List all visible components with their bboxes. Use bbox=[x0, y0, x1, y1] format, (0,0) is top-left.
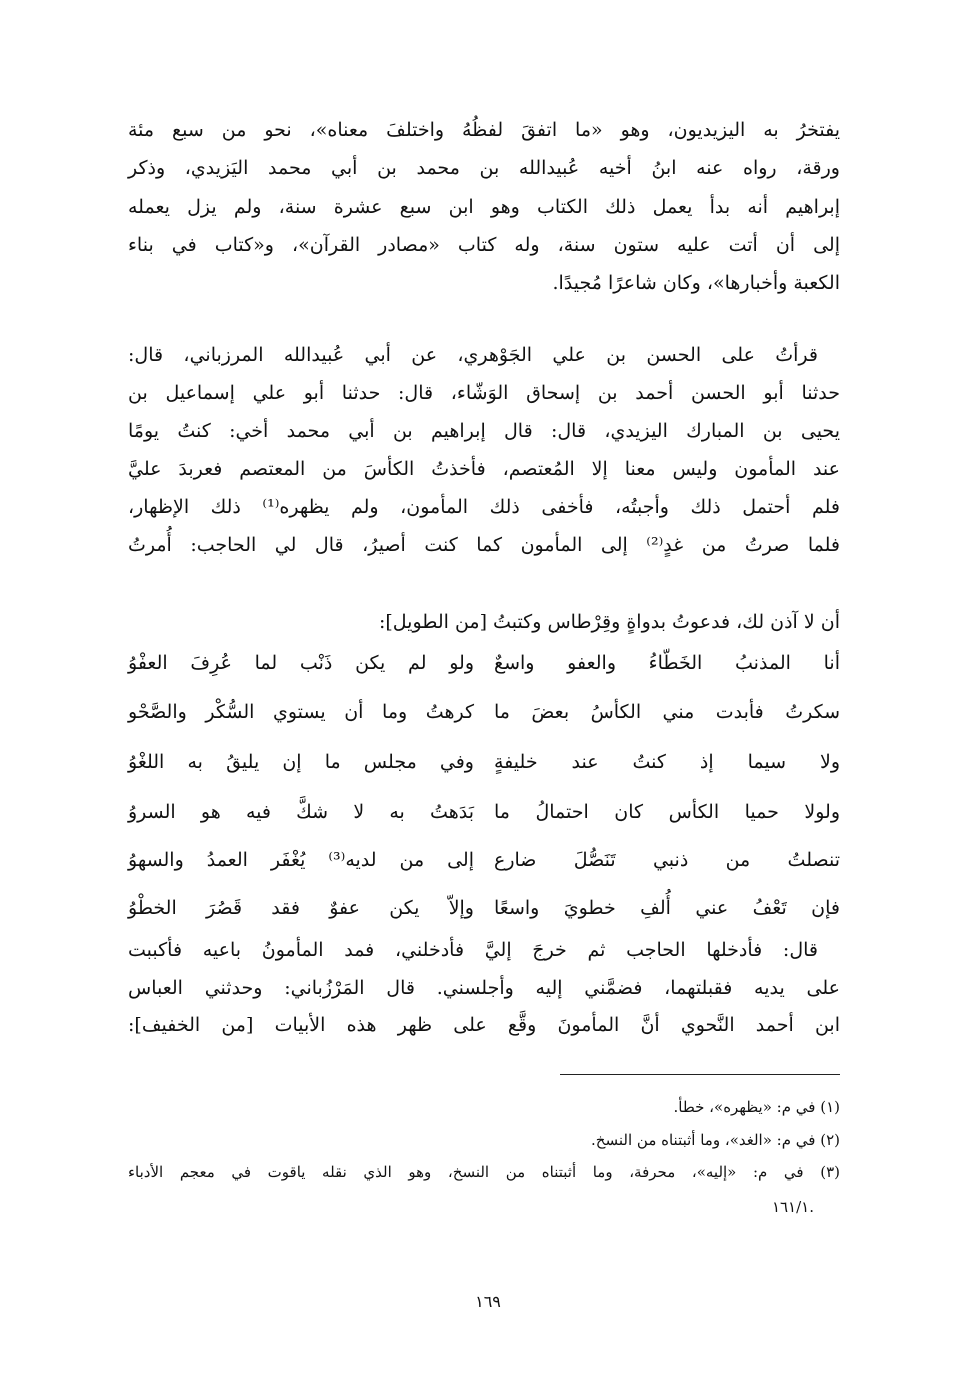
footnote: (٢) في م: «الغد»، وما أثبتناه من النسخ. bbox=[591, 1131, 840, 1149]
verse bbox=[128, 841, 840, 879]
verse-first-hemistich: أنا المذنبُ الخَطّاءُ والعفو واسعٌ bbox=[494, 652, 840, 674]
text-line: يفتخرُ به اليزيديون، وهو «ما اتفقَ لفظُهُ واختلفَ معناه»، نحو من سبع مئة bbox=[128, 119, 840, 141]
footnote-divider bbox=[560, 1074, 840, 1075]
verse bbox=[128, 693, 840, 731]
text-line: فلما صرتُ من غدٍ⁽²⁾ إلى المأمون كما كنت أصيرُ، قال لي الحاجب: أُمرتُ bbox=[128, 534, 840, 556]
verse-second-hemistich: وإلاّ يكن عفوٌ فقد قَصُرَ الخطْوُ bbox=[128, 897, 474, 919]
verse-first-hemistich: تنصلتُ من ذنبي تَنَصُّلَ ضارع bbox=[494, 849, 840, 871]
text-line: على يديه فقبلتهما، فضمَّني إليه وأجلسني. قال المَرْزُباني: وحدثني العباس bbox=[128, 977, 840, 999]
verse bbox=[128, 644, 840, 682]
text-line: قال: فأدخلها الحاجب ثم خرجَ إليَّ فأدخلني، فمد المأمونُ باعيه فأكببت bbox=[128, 939, 818, 961]
verse-second-hemistich: كرهتُ وما أن يستوي السُّكْر والصَّحْو bbox=[128, 701, 474, 723]
text-line: إلى أن أتت عليه ستون سنة، وله كتاب «مصادر القرآن»، و«كتاب في بناء bbox=[128, 234, 840, 256]
verse bbox=[128, 793, 840, 831]
verse-second-hemistich: إلى من لديه⁽³⁾ يُغْفَر العمدُ والسهوُ bbox=[128, 849, 475, 871]
verse-second-hemistich: ولو لم يكن ذَنْب لما عُرِفَ العفْوُ bbox=[128, 652, 474, 674]
text-line: ابن أحمد النَّحوي أنَّ المأمونَ وقَّع على ظهر هذه الأبيات [من الخفيف]: bbox=[128, 1014, 840, 1036]
text-line: إبراهيم أنه بدأ يعمل ذلك الكتاب وهو ابن سبع عشرة سنة، ولم يزل يعمله bbox=[128, 196, 840, 218]
verse-first-hemistich: ولولا حميا الكأس كان احتمالُ ما bbox=[494, 801, 840, 823]
footnote-continuation: .١٦١/١ bbox=[771, 1198, 814, 1216]
verse-second-hemistich: بَدَهتُ به لا شكَّ فيه هو السروُ bbox=[128, 801, 474, 823]
text-line: يحيى بن المبارك اليزيدي، قال: قال إبراهيم بن أبي محمد أخي: كنتُ يومًا bbox=[128, 420, 840, 442]
footnote: (٣) في م: «إليه»، محرفة، وما أثبتناه من النسخ، وهو الذي نقله ياقوت في معجم الأدباء bbox=[128, 1163, 840, 1181]
text-line: قرأتُ على الحسن بن علي الجَوْهري، عن أبي عُبيدالله المرزباني، قال: bbox=[128, 344, 818, 366]
text-line: ورقة، رواه عنه ابنُ أخيه عُبيدالله بن محمد بن أبي محمد اليَزيدي، وذكر bbox=[128, 157, 840, 179]
verse-second-hemistich: وفي مجلس ما إن يليقُ به اللغْوُ bbox=[128, 751, 474, 773]
text-line: عند المأمون وليس معنا إلا المُعتصم، فأخذتُ الكأسَ من المعتصم فعربدَ عليَّ bbox=[128, 458, 840, 480]
verse-first-hemistich: ولا سيما إذ كنتُ عند خليفةٍ bbox=[494, 751, 840, 773]
text-line: حدثنا أبو الحسن أحمد بن إسحاق الوَشّاء، قال: حدثنا أبو علي إسماعيل بن bbox=[128, 382, 840, 404]
verse-first-hemistich: سكرتُ فأبدت مني الكأسُ بعضَ ما bbox=[494, 701, 840, 723]
page-number: ١٦٩ bbox=[475, 1292, 501, 1311]
text-line: أن لا آذن لك، فدعوتُ بدواةٍ وقِرْطاس وكتبتُ [من الطويل]: bbox=[378, 611, 840, 633]
verse bbox=[128, 889, 840, 927]
verse bbox=[128, 743, 840, 781]
text-line: فلم أحتمل ذلك وأجبتُه، فأخفى ذلك المأمون، ولم يظهره⁽¹⁾ ذلك الإظهار، bbox=[128, 496, 840, 518]
footnote: (١) في م: «يظهره»، خطأ. bbox=[673, 1098, 840, 1116]
text-line: الكعبة وأخبارها»، وكان شاعرًا مُجيدًا. bbox=[552, 272, 840, 294]
verse-first-hemistich: فإن تَعْفُ عني أُلفِ خطويَ واسعًا bbox=[494, 897, 840, 919]
